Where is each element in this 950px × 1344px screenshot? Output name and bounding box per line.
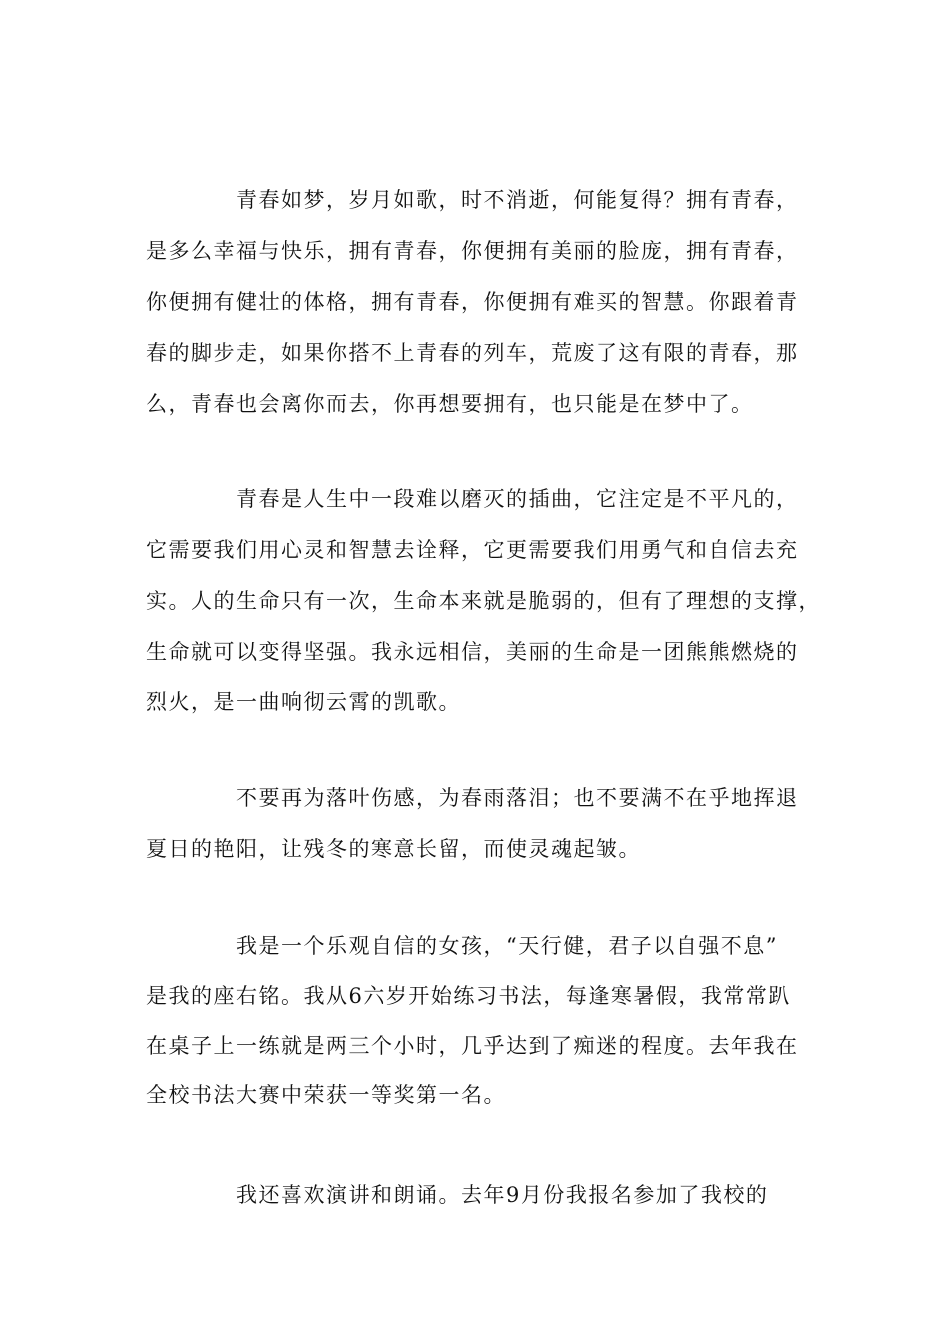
text-line: 我是一个乐观自信的女孩，“天行健，君子以自强不息” [236,934,778,958]
text-line: 生命就可以变得坚强。我永远相信，美丽的生命是一团熊熊燃烧的 [146,640,799,664]
text-line: 它需要我们用心灵和智慧去诠释，它更需要我们用勇气和自信去充 [146,538,799,562]
text-line: 么，青春也会离你而去，你再想要拥有，也只能是在梦中了。 [146,392,754,416]
text-line: 青春如梦，岁月如歌，时不消逝，何能复得？拥有青春， [236,188,799,212]
text-line: 你便拥有健壮的体格，拥有青春，你便拥有难买的智慧。你跟着青 [146,290,799,314]
text-line: 全校书法大赛中荣获一等奖第一名。 [146,1083,506,1107]
text-line: 是我的座右铭。我从6六岁开始练习书法，每逢寒暑假，我常常趴 [146,984,791,1008]
text-line: 夏日的艳阳，让残冬的寒意长留，而使灵魂起皱。 [146,837,641,861]
text-line: 实。人的生命只有一次，生命本来就是脆弱的，但有了理想的支撑， [146,589,821,613]
text-line: 烈火，是一曲响彻云霄的凯歌。 [146,690,461,714]
text-line: 在桌子上一练就是两三个小时，几乎达到了痴迷的程度。去年我在 [146,1034,799,1058]
text-line: 我还喜欢演讲和朗诵。去年9月份我报名参加了我校的 [236,1183,769,1207]
text-line: 青春是人生中一段难以磨灭的插曲，它注定是不平凡的， [236,487,799,511]
text-line: 是多么幸福与快乐，拥有青春，你便拥有美丽的脸庞，拥有青春， [146,239,799,263]
text-line: 不要再为落叶伤感，为春雨落泪；也不要满不在乎地挥退 [236,786,799,810]
text-line: 春的脚步走，如果你搭不上青春的列车，荒废了这有限的青春，那 [146,341,799,365]
